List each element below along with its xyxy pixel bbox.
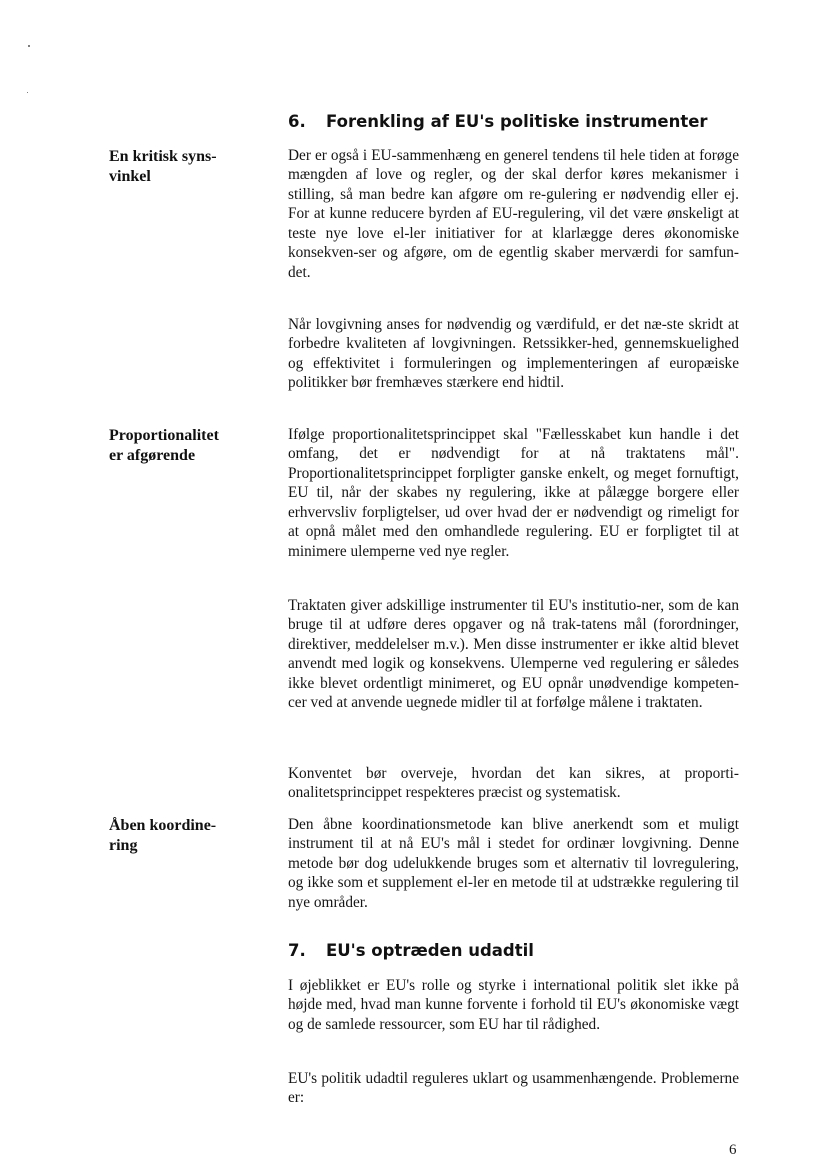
section-7-number: 7. [288, 941, 306, 960]
paragraph: Den åbne koordinationsmetode kan blive anerkendt som et muligt instrument til at nå EU's mål i stedet for ordinær lovgivning. Denne metode bør dog udelukkende bruges som et alternativ til lovregulering, og ikke som et supplement el-ler en metode til at udstrække regulering til nye områder. [288, 816, 739, 911]
section-6-heading [288, 112, 748, 131]
page-number: 6 [729, 1142, 737, 1158]
section-7-heading [288, 941, 748, 960]
paragraph: Traktaten giver adskillige instrumenter til EU's institutio-ner, som de kan bruge til at udføre deres opgaver og nå trak-tatens mål (forordninger, direktiver, meddelelser m.v.). Men disse instrumenter er ikke altid blevet anvendt med logik og konsekvens. Ulemperne ved regulering er således ikke blevet ordentligt minimeret, og EU opnår unødvendige kompeten-cer ved at anvende uegnede midler til at forfølge målene i traktaten. [288, 597, 739, 712]
side-note-proportionalitet: Proportionalitet er afgørende [109, 427, 219, 464]
section-6-title: Forenkling af EU's politiske instrumenter [326, 112, 708, 131]
paragraph: EU's politik udadtil reguleres uklart og usammenhængende. Problemerne er: [288, 1070, 739, 1107]
paragraph: Når lovgivning anses for nødvendig og værdifuld, er det næ-ste skridt at forbedre kvaliteten af lovgivningen. Retssikker-hed, gennemskuelighed og effektivitet i formuleringen og implementeringen af europæiske politikker bør fremhæves stærkere end hidtil. [288, 316, 739, 392]
side-note-kritisk: En kritisk syns- vinkel [109, 148, 217, 185]
scan-speck [27, 92, 28, 93]
paragraph: Der er også i EU-sammenhæng en generel tendens til hele tiden at forøge mængden af love og regler, og der skal derfor køres mekanismer i stilling, så man bedre kan afgøre om re-gulering er nødvendig eller ej. For at kunne reducere byrden af EU-regulering, vil det være ønskeligt at teste nye love el-ler initiativer for at klarlægge deres økonomiske konsekven-ser og afgøre, om de egentlig skaber merværdi for samfun-det. [288, 147, 739, 281]
paragraph: Konventet bør overveje, hvordan det kan sikres, at proporti-onalitetsprincippet respekteres præcist og systematisk. [288, 765, 739, 802]
scan-speck [28, 45, 30, 47]
paragraph: Ifølge proportionalitetsprincippet skal "Fællesskabet kun handle i det omfang, det er nødvendigt for at nå traktatens mål". Proportionalitetsprincippet forpligter ganske enkelt, og meget fornuftigt, EU til, når der skabes ny regulering, ikke at pålægge borgere eller erhvervsliv forpligtelser, ud over hvad der er nødvendigt og rimeligt for at opnå målet med den omhandlede regulering. EU er forpligtet til at minimere ulemperne ved nye regler. [288, 426, 739, 560]
section-6-number: 6. [288, 112, 306, 131]
paragraph: I øjeblikket er EU's rolle og styrke i international politik slet ikke på højde med, hvad man kunne forvente i forhold til EU's økonomiske vægt og de samlede ressourcer, som EU har til rådighed. [288, 977, 739, 1033]
section-7-title: EU's optræden udadtil [326, 941, 534, 960]
side-note-koordinering: Åben koordine- ring [109, 817, 217, 854]
